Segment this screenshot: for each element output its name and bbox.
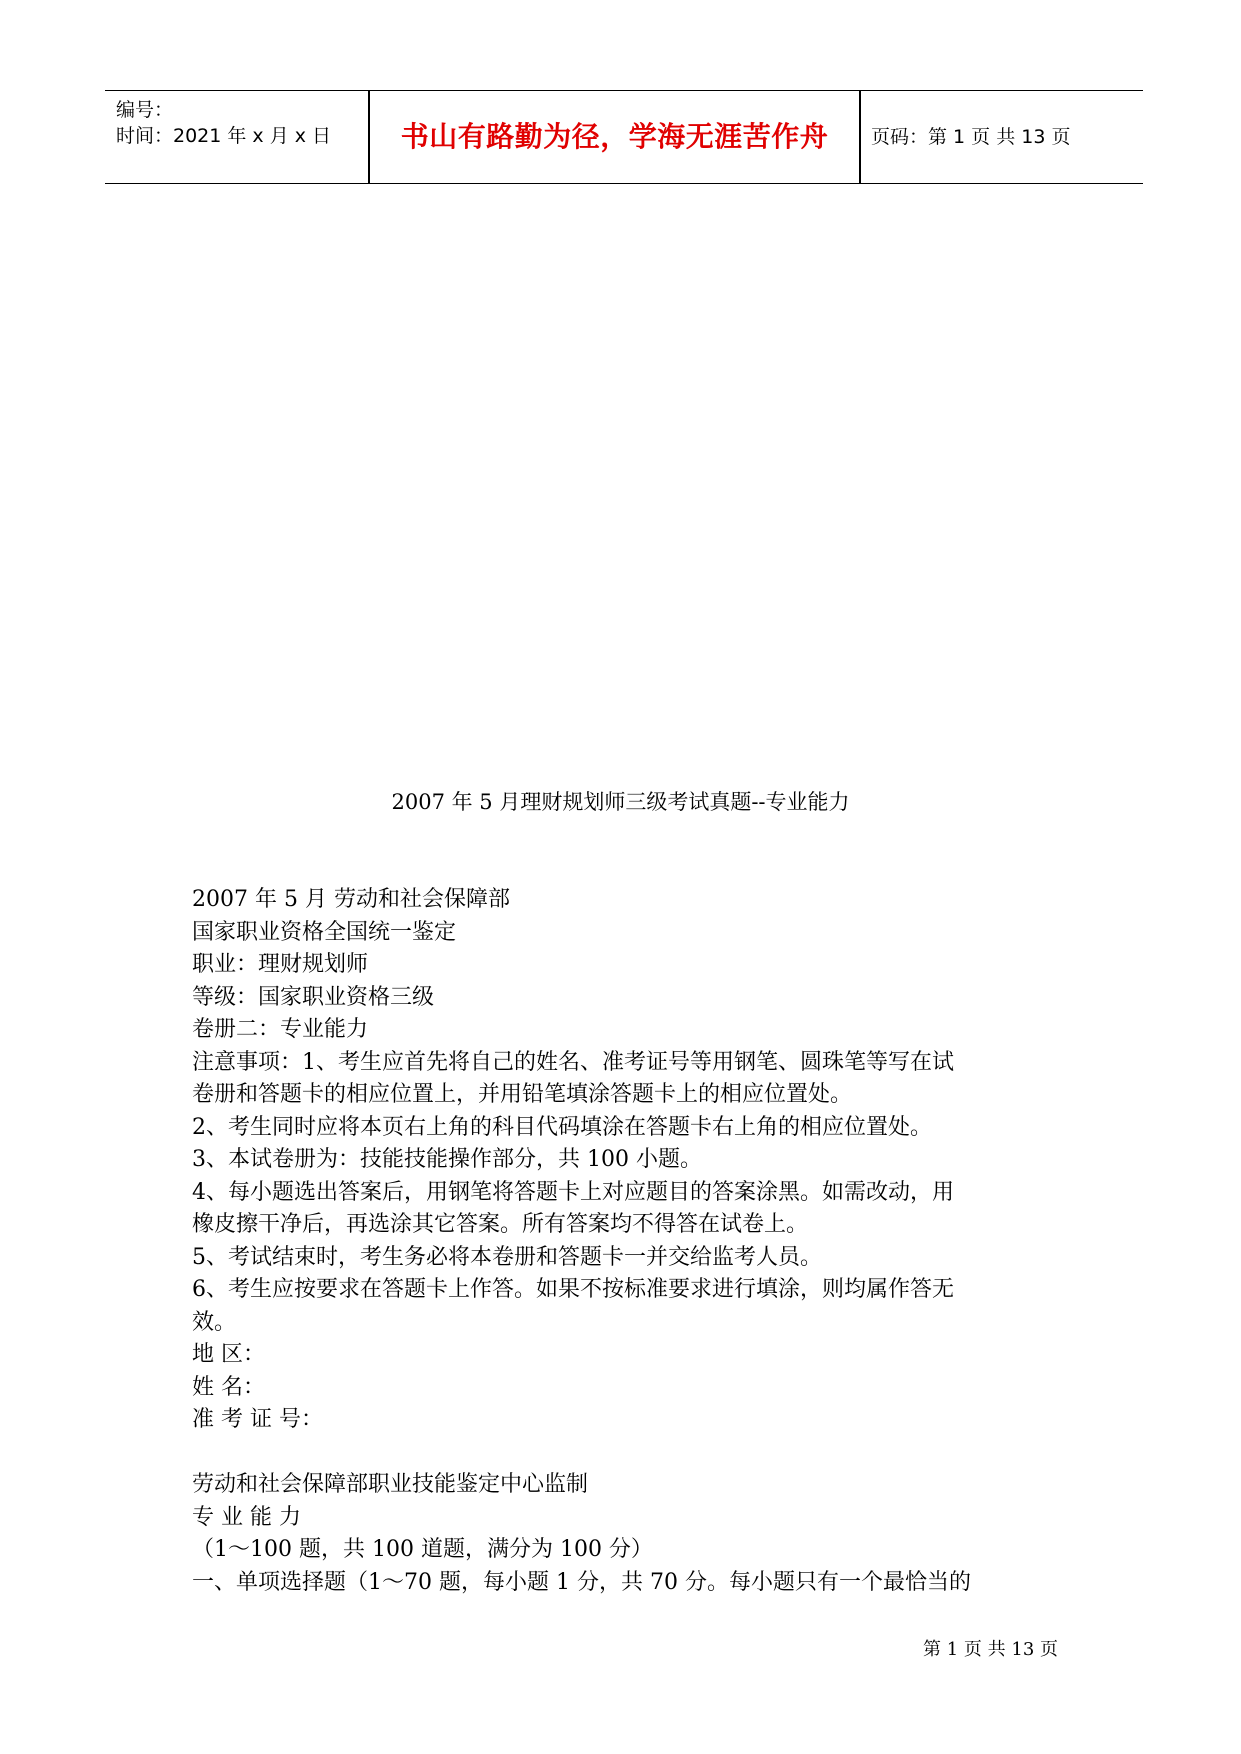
body-line: （1～100 题，共 100 道题，满分为 100 分）	[192, 1537, 653, 1562]
body-blank-line	[192, 1437, 1072, 1470]
body-line: 2007 年 5 月 劳动和社会保障部	[192, 887, 510, 912]
header-divider-right	[859, 91, 861, 183]
body-line: 卷册二：专业能力	[192, 1017, 369, 1042]
header-motto: 书山有路勤为径，学海无涯苦作舟	[400, 120, 829, 153]
body-line: 国家职业资格全国统一鉴定	[192, 919, 457, 945]
document-body	[192, 884, 1072, 1599]
body-line: 橡皮擦干净后，再选涂其它答案。所有答案均不得答在试卷上。	[192, 1212, 809, 1237]
document-title: 2007 年 5 月理财规划师三级考试真题--专业能力	[391, 790, 850, 814]
document-time-label: 时间：2021 年 x 月 x 日	[116, 125, 332, 147]
body-line: 劳动和社会保障部职业技能鉴定中心监制	[192, 1472, 589, 1497]
body-line: 职业：理财规划师	[192, 952, 369, 977]
body-line: 注意事项：1、考生应首先将自己的姓名、准考证号等用钢笔、圆珠笔等写在试	[192, 1049, 954, 1075]
header-meta	[105, 91, 368, 183]
body-line: 5、考试结束时，考生务必将本卷册和答题卡一并交给监考人员。	[192, 1244, 822, 1270]
page-header	[105, 90, 1143, 184]
body-line: 姓 名：	[192, 1374, 265, 1400]
footer-page-number: 第 1 页 共 13 页	[923, 1639, 1058, 1660]
body-line: 4、每小题选出答案后，用钢笔将答题卡上对应题目的答案涂黑。如需改动，用	[192, 1179, 954, 1205]
body-line: 一、单项选择题（1～70 题，每小题 1 分，共 70 分。每小题只有一个最恰当的	[192, 1569, 971, 1595]
body-line: 6、考生应按要求在答题卡上作答。如果不按标准要求进行填涂，则均属作答无	[192, 1277, 954, 1302]
body-line: 专 业 能 力	[192, 1504, 301, 1530]
document-number-label: 编号：	[116, 99, 174, 121]
body-line: 等级：国家职业资格三级	[192, 984, 435, 1010]
header-page-number: 页码：第 1 页 共 13 页	[871, 126, 1071, 148]
body-line: 卷册和答题卡的相应位置上，并用铅笔填涂答题卡上的相应位置处。	[192, 1082, 853, 1107]
body-line: 地 区：	[192, 1342, 265, 1367]
body-line: 效。	[192, 1309, 237, 1335]
body-line: 准 考 证 号：	[192, 1407, 323, 1432]
body-line: 2、考生同时应将本页右上角的科目代码填涂在答题卡右上角的相应位置处。	[192, 1114, 932, 1140]
body-line: 3、本试卷册为：技能技能操作部分，共 100 小题。	[192, 1147, 702, 1172]
